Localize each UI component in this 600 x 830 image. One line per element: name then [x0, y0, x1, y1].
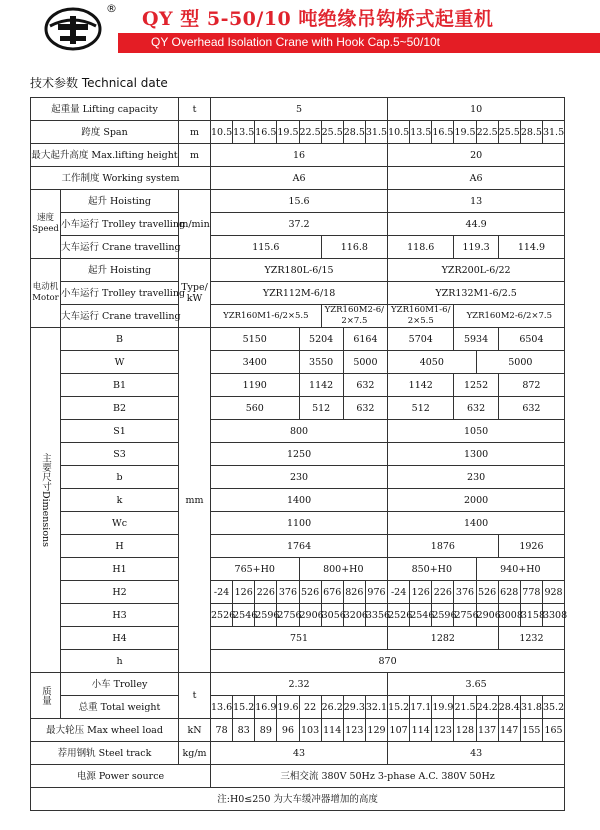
value-cell: 6504 [498, 328, 564, 351]
value-cell: 3550 [299, 351, 343, 374]
value-cell: 13.5 [410, 121, 432, 144]
row-label-dim-h4: H4 [61, 627, 179, 650]
value-cell: 2756 [277, 604, 299, 627]
value-cell: 632 [343, 397, 387, 420]
value-cell: 826 [343, 581, 365, 604]
value-cell: 22 [299, 696, 321, 719]
value-cell: 3400 [211, 351, 300, 374]
group-label-motor: 电动机 Motor [31, 259, 61, 328]
group-label-dimensions: 主要尺寸Dimensions [31, 328, 61, 673]
value-cell: 1250 [211, 443, 388, 466]
row-label-dim-b: b [61, 466, 179, 489]
value-cell: 1300 [388, 443, 565, 466]
unit-cell: kN [179, 719, 211, 742]
row-label-dim-h1: H1 [61, 558, 179, 581]
value-cell: YZR180L-6/15 [211, 259, 388, 282]
table-row [31, 374, 565, 397]
value-cell: 230 [388, 466, 565, 489]
value-cell: 2526 [388, 604, 410, 627]
value-cell: 10.5 [388, 121, 410, 144]
value-cell: 3158 [520, 604, 542, 627]
value-cell: YZR160M2-6/2×7.5 [454, 305, 565, 328]
unit-cell: m [179, 121, 211, 144]
value-cell: YZR112M-6/18 [211, 282, 388, 305]
value-cell: 3.65 [388, 673, 565, 696]
value-cell: 165 [542, 719, 564, 742]
table-row [31, 443, 565, 466]
table-row [31, 282, 565, 305]
value-cell: 31.8 [520, 696, 542, 719]
value-cell: 940+H0 [476, 558, 565, 581]
value-cell: 3308 [542, 604, 564, 627]
value-cell: 2546 [233, 604, 255, 627]
table-row [31, 673, 565, 696]
value-cell: 89 [255, 719, 277, 742]
table-row [31, 581, 565, 604]
value-cell: 5934 [454, 328, 498, 351]
value-cell: 28.5 [343, 121, 365, 144]
value-cell: YZR200L-6/22 [388, 259, 565, 282]
value-cell: 870 [211, 650, 565, 673]
value-cell: 751 [211, 627, 388, 650]
value-cell: 2546 [410, 604, 432, 627]
value-cell: 1252 [454, 374, 498, 397]
table-row [31, 535, 565, 558]
value-cell: 2526 [211, 604, 233, 627]
table-row [31, 466, 565, 489]
value-cell: 376 [454, 581, 476, 604]
table-row [31, 98, 565, 121]
value-cell: 19.5 [454, 121, 476, 144]
value-cell: 778 [520, 581, 542, 604]
value-cell: 5 [211, 98, 388, 121]
value-cell: 137 [476, 719, 498, 742]
value-cell: 5150 [211, 328, 300, 351]
value-cell: 526 [299, 581, 321, 604]
title-bar [118, 4, 588, 30]
value-cell: YZR160M2-6/ 2×7.5 [321, 305, 387, 328]
group-label-dimensions-en: Dimensions [40, 490, 51, 548]
value-cell: 226 [255, 581, 277, 604]
table-row [31, 167, 565, 190]
value-cell: 1100 [211, 512, 388, 535]
value-cell: 850+H0 [388, 558, 477, 581]
row-label-weight-total: 总重 Total weight [61, 696, 179, 719]
value-cell: 512 [388, 397, 454, 420]
value-cell: 376 [277, 581, 299, 604]
value-cell: 526 [476, 581, 498, 604]
table-row [31, 236, 565, 259]
row-label-motor-hoisting: 起升 Hoisting [61, 259, 179, 282]
value-cell: 2.32 [211, 673, 388, 696]
registered-mark: ® [106, 2, 117, 15]
row-label-speed-hoisting: 起升 Hoisting [61, 190, 179, 213]
value-cell: 22.5 [299, 121, 321, 144]
row-label-max-height: 最大起升高度 Max.lifting height [31, 144, 179, 167]
value-cell: 35.2 [542, 696, 564, 719]
row-label-dim-h: H [61, 535, 179, 558]
value-cell: -24 [211, 581, 233, 604]
value-cell: 2906 [476, 604, 498, 627]
row-label-motor-trolley: 小车运行 Trolley travelling [61, 282, 179, 305]
row-label-wheel-load: 最大轮压 Max wheel load [31, 719, 179, 742]
value-cell: 976 [365, 581, 387, 604]
unit-cell: Type/ kW [179, 259, 211, 328]
table-row [31, 627, 565, 650]
page-title: QY 型 5-50/10 吨绝缘吊钩桥式起重机 [142, 8, 494, 30]
value-cell: 155 [520, 719, 542, 742]
value-cell: 3356 [365, 604, 387, 627]
row-label-dim-b: B [61, 328, 179, 351]
value-cell: 1282 [388, 627, 499, 650]
table-row [31, 650, 565, 673]
value-cell: 2596 [255, 604, 277, 627]
value-cell: 147 [498, 719, 520, 742]
value-cell: 10.5 [211, 121, 233, 144]
value-cell: 126 [233, 581, 255, 604]
value-cell: 19.5 [277, 121, 299, 144]
table-row [31, 420, 565, 443]
value-cell: 44.9 [388, 213, 565, 236]
value-cell: 16.5 [432, 121, 454, 144]
value-cell: 226 [432, 581, 454, 604]
unit-cell: m [179, 144, 211, 167]
value-cell: 1142 [388, 374, 454, 397]
page-subtitle: QY Overhead Isolation Crane with Hook Cap.5~50/10t [151, 35, 440, 49]
value-cell: 119.3 [454, 236, 498, 259]
value-cell: 37.2 [211, 213, 388, 236]
value-cell: YZR132M1-6/2.5 [388, 282, 565, 305]
row-label-motor-crane: 大车运行 Crane travelling [61, 305, 179, 328]
value-cell: 20 [388, 144, 565, 167]
value-cell: 28.5 [520, 121, 542, 144]
value-cell: 3206 [343, 604, 365, 627]
value-cell: 230 [211, 466, 388, 489]
unit-cell: mm [179, 328, 211, 673]
value-cell: YZR160M1-6/2×5.5 [211, 305, 322, 328]
table-row [31, 604, 565, 627]
table-row [31, 512, 565, 535]
row-label-dim-k: k [61, 489, 179, 512]
value-cell: 15.2 [388, 696, 410, 719]
value-cell: 2596 [432, 604, 454, 627]
value-cell: 107 [388, 719, 410, 742]
value-cell: 103 [299, 719, 321, 742]
value-cell: 13.6 [211, 696, 233, 719]
row-label-power: 电源 Power source [31, 765, 211, 788]
value-cell: 512 [299, 397, 343, 420]
group-label-weight: 质量 [31, 673, 61, 719]
value-cell: 15.2 [233, 696, 255, 719]
value-cell: 19.9 [432, 696, 454, 719]
value-cell: 123 [432, 719, 454, 742]
value-cell: 560 [211, 397, 300, 420]
value-cell: 632 [498, 397, 564, 420]
value-cell: 三相交流 380V 50Hz 3-phase A.C. 380V 50Hz [211, 765, 565, 788]
value-cell: 83 [233, 719, 255, 742]
value-cell: 1190 [211, 374, 300, 397]
row-label-weight-trolley: 小车 Trolley [61, 673, 179, 696]
value-cell: 17.1 [410, 696, 432, 719]
header [0, 0, 600, 58]
value-cell: 800 [211, 420, 388, 443]
value-cell: 632 [454, 397, 498, 420]
value-cell: 21.5 [454, 696, 476, 719]
value-cell: 6164 [343, 328, 387, 351]
value-cell: 118.6 [388, 236, 454, 259]
value-cell: 15.6 [211, 190, 388, 213]
table-row [31, 742, 565, 765]
value-cell: 1926 [498, 535, 564, 558]
value-cell: 115.6 [211, 236, 322, 259]
value-cell: 123 [343, 719, 365, 742]
table-row [31, 558, 565, 581]
row-label-dim-h: h [61, 650, 179, 673]
subtitle-bar [118, 33, 600, 53]
table-row [31, 351, 565, 374]
value-cell: 16.5 [255, 121, 277, 144]
row-label-dim-s3: S3 [61, 443, 179, 466]
row-label-dim-s1: S1 [61, 420, 179, 443]
value-cell: 114 [410, 719, 432, 742]
value-cell: 16.9 [255, 696, 277, 719]
value-cell: 1876 [388, 535, 499, 558]
value-cell: 25.5 [321, 121, 343, 144]
value-cell: A6 [388, 167, 565, 190]
value-cell: 928 [542, 581, 564, 604]
value-cell: 32.1 [365, 696, 387, 719]
value-cell: 5704 [388, 328, 454, 351]
value-cell: 31.5 [542, 121, 564, 144]
value-cell: 25.5 [498, 121, 520, 144]
row-label-span: 跨度 Span [31, 121, 179, 144]
table-row [31, 397, 565, 420]
value-cell: YZR160M1-6/ 2×5.5 [388, 305, 454, 328]
value-cell: 43 [388, 742, 565, 765]
row-label-dim-wc: Wc [61, 512, 179, 535]
value-cell: 31.5 [365, 121, 387, 144]
value-cell: 114.9 [498, 236, 564, 259]
table-row [31, 788, 565, 811]
value-cell: 628 [498, 581, 520, 604]
value-cell: 1050 [388, 420, 565, 443]
table-row [31, 144, 565, 167]
value-cell: 2906 [299, 604, 321, 627]
value-cell: 765+H0 [211, 558, 300, 581]
value-cell: 5000 [476, 351, 565, 374]
unit-cell: kg/m [179, 742, 211, 765]
value-cell: 19.6 [277, 696, 299, 719]
value-cell: 2000 [388, 489, 565, 512]
value-cell: 872 [498, 374, 564, 397]
value-cell: 116.8 [321, 236, 387, 259]
value-cell: 3008 [498, 604, 520, 627]
row-label-steel-track: 荐用钢轨 Steel track [31, 742, 179, 765]
value-cell: 13.5 [233, 121, 255, 144]
value-cell: 1764 [211, 535, 388, 558]
value-cell: 96 [277, 719, 299, 742]
value-cell: 13 [388, 190, 565, 213]
group-label-speed: 速度 Speed [31, 190, 61, 259]
value-cell: 114 [321, 719, 343, 742]
value-cell: 10 [388, 98, 565, 121]
unit-cell: t [179, 98, 211, 121]
value-cell: A6 [211, 167, 388, 190]
value-cell: 5000 [343, 351, 387, 374]
row-label-dim-h3: H3 [61, 604, 179, 627]
value-cell: 4050 [388, 351, 477, 374]
table-row [31, 765, 565, 788]
table-row [31, 328, 565, 351]
value-cell: 22.5 [476, 121, 498, 144]
value-cell: 676 [321, 581, 343, 604]
value-cell: 1400 [211, 489, 388, 512]
value-cell: 24.2 [476, 696, 498, 719]
value-cell: 28.4 [498, 696, 520, 719]
value-cell: 126 [410, 581, 432, 604]
value-cell: 128 [454, 719, 476, 742]
row-label-dim-h2: H2 [61, 581, 179, 604]
table-note: 注:H0≤250 为大车缓冲器增加的高度 [31, 788, 565, 811]
value-cell: 129 [365, 719, 387, 742]
table-row [31, 305, 565, 328]
company-logo-icon [44, 6, 102, 52]
value-cell: 5204 [299, 328, 343, 351]
unit-cell: t [179, 673, 211, 719]
table-row [31, 190, 565, 213]
table-row [31, 259, 565, 282]
table-row [31, 489, 565, 512]
value-cell: 1142 [299, 374, 343, 397]
value-cell: 1400 [388, 512, 565, 535]
value-cell: 1232 [498, 627, 564, 650]
value-cell: 3056 [321, 604, 343, 627]
row-label-working-system: 工作制度 Working system [31, 167, 211, 190]
value-cell: 2756 [454, 604, 476, 627]
table-row [31, 121, 565, 144]
row-label-dim-b1: B1 [61, 374, 179, 397]
value-cell: 29.3 [343, 696, 365, 719]
table-row [31, 213, 565, 236]
row-label-dim-w: W [61, 351, 179, 374]
value-cell: 800+H0 [299, 558, 388, 581]
row-label-speed-crane: 大车运行 Crane travelling [61, 236, 179, 259]
table-row [31, 696, 565, 719]
value-cell: 16 [211, 144, 388, 167]
row-label-dim-b2: B2 [61, 397, 179, 420]
technical-data-table [30, 97, 568, 811]
section-title: 技术参数 Technical date [30, 76, 168, 90]
value-cell: 632 [343, 374, 387, 397]
value-cell: 78 [211, 719, 233, 742]
unit-cell: m/min [179, 190, 211, 259]
row-label-speed-trolley: 小车运行 Trolley travelling [61, 213, 179, 236]
value-cell: 43 [211, 742, 388, 765]
row-label-lifting-capacity: 起重量 Lifting capacity [31, 98, 179, 121]
value-cell: -24 [388, 581, 410, 604]
value-cell: 26.2 [321, 696, 343, 719]
table-row [31, 719, 565, 742]
